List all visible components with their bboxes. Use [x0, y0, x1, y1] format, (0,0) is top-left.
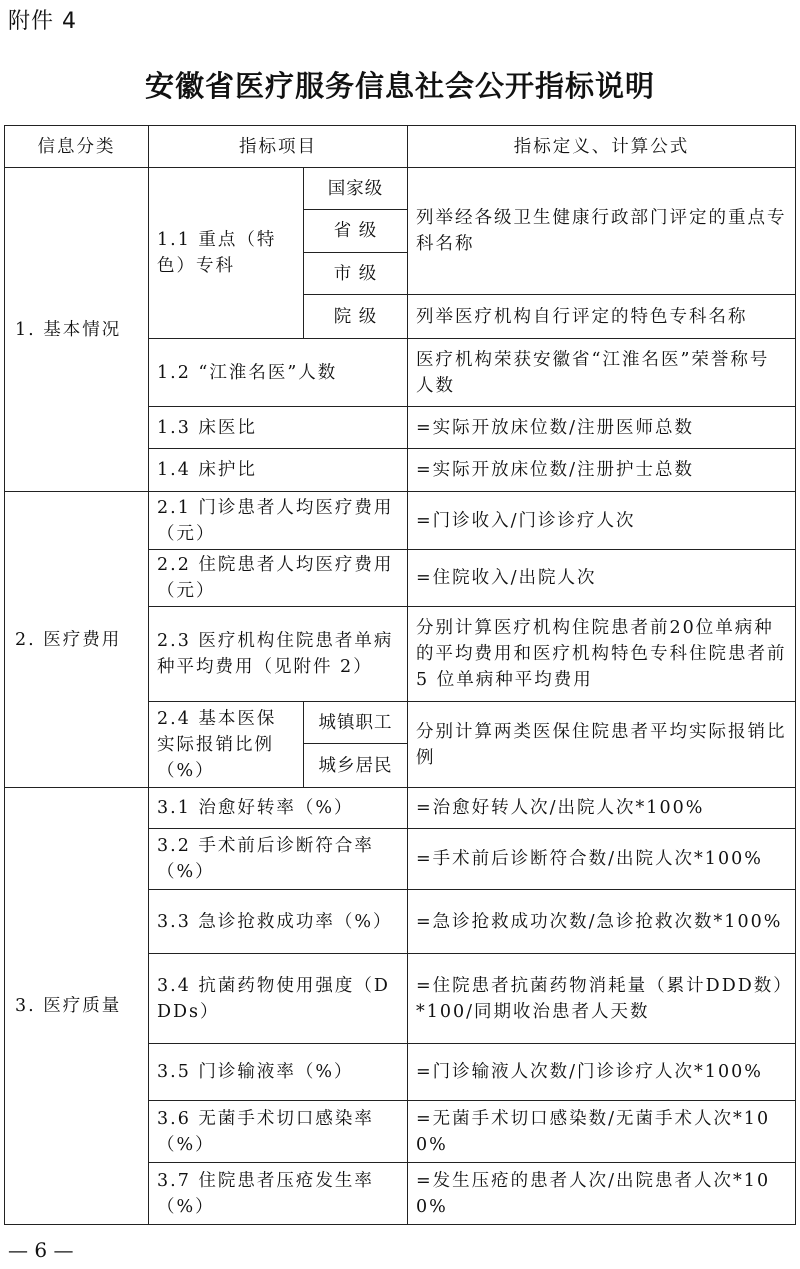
level-label: 省 级: [304, 210, 408, 253]
category-basic: 1. 基本情况: [5, 168, 149, 492]
definition-cell: =手术前后诊断符合数/出院人次*100%: [408, 829, 796, 890]
level-label: 城乡居民: [304, 744, 408, 788]
table-row: [5, 168, 796, 210]
definition-cell: =无菌手术切口感染数/无菌手术人次*100%: [408, 1101, 796, 1163]
definition-cell: =住院收入/出院人次: [408, 550, 796, 607]
item-label: 1.2 “江淮名医”人数: [149, 339, 408, 407]
page-title: 安徽省医疗服务信息社会公开指标说明: [144, 69, 655, 103]
definition-cell: =门诊收入/门诊诊疗人次: [408, 492, 796, 550]
table-row: [5, 788, 796, 829]
item-label: 3.7 住院患者压疮发生率（%）: [149, 1163, 408, 1225]
definition-cell: =实际开放床位数/注册护士总数: [408, 449, 796, 492]
table-row: [5, 492, 796, 550]
definition-cell: =住院患者抗菌药物消耗量（累计DDD数）*100/同期收治患者人天数: [408, 954, 796, 1044]
page-number: — 6 —: [8, 1238, 74, 1262]
item-label: 3.5 门诊输液率（%）: [149, 1044, 408, 1101]
definition-cell: 医疗机构荣获安徽省“江淮名医”荣誉称号人数: [408, 339, 796, 407]
item-label: 3.4 抗菌药物使用强度（DDDs）: [149, 954, 408, 1044]
header-item: 指标项目: [149, 126, 408, 168]
item-label: 3.1 治愈好转率（%）: [149, 788, 408, 829]
item-label: 2.3 医疗机构住院患者单病种平均费用（见附件 2）: [149, 607, 408, 702]
definition-cell: =实际开放床位数/注册医师总数: [408, 407, 796, 449]
item-label: 3.3 急诊抢救成功率（%）: [149, 890, 408, 954]
definition-cell: =门诊输液人次数/门诊诊疗人次*100%: [408, 1044, 796, 1101]
level-label: 国家级: [304, 168, 408, 210]
header-category: 信息分类: [5, 126, 149, 168]
definition-cell: 分别计算两类医保住院患者平均实际报销比例: [408, 702, 796, 788]
item-label: 2.2 住院患者人均医疗费用（元）: [149, 550, 408, 607]
category-quality: 3. 医疗质量: [5, 788, 149, 1225]
item-label: 1.3 床医比: [149, 407, 408, 449]
category-cost: 2. 医疗费用: [5, 492, 149, 788]
item-label: 3.2 手术前后诊断符合率（%）: [149, 829, 408, 890]
indicator-table: [4, 125, 796, 1225]
header-definition: 指标定义、计算公式: [408, 126, 796, 168]
item-label: 1.4 床护比: [149, 449, 408, 492]
item-label: 2.4 基本医保实际报销比例（%）: [149, 702, 304, 788]
level-label: 城镇职工: [304, 702, 408, 744]
item-label: 3.6 无菌手术切口感染率（%）: [149, 1101, 408, 1163]
level-label: 市 级: [304, 253, 408, 295]
attachment-label: 附件 4: [8, 9, 77, 34]
definition-cell: =治愈好转人次/出院人次*100%: [408, 788, 796, 829]
item-label: 2.1 门诊患者人均医疗费用（元）: [149, 492, 408, 550]
definition-cell: =发生压疮的患者人次/出院患者人次*100%: [408, 1163, 796, 1225]
definition-cell: 列举医疗机构自行评定的特色专科名称: [408, 295, 796, 339]
table-header-row: [5, 126, 796, 168]
definition-cell: =急诊抢救成功次数/急诊抢救次数*100%: [408, 890, 796, 954]
level-label: 院 级: [304, 295, 408, 339]
definition-cell: 分别计算医疗机构住院患者前20位单病种的平均费用和医疗机构特色专科住院患者前 5 位单病种平均费用: [408, 607, 796, 702]
item-label: 1.1 重点（特色）专科: [149, 168, 304, 339]
definition-cell: 列举经各级卫生健康行政部门评定的重点专科名称: [408, 168, 796, 295]
